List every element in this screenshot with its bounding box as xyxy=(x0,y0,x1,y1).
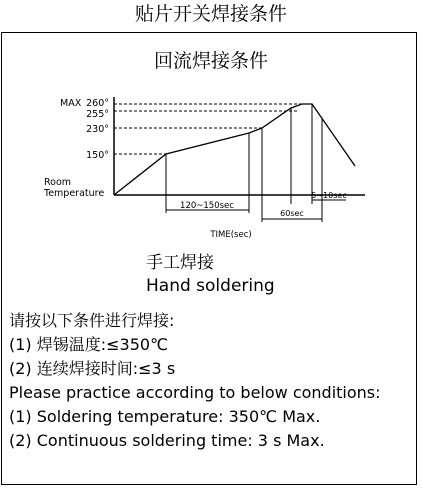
label-room: Room xyxy=(44,177,72,188)
label-preheat-duration: 120~150sec xyxy=(180,201,234,211)
label-above-duration: 60sec xyxy=(280,209,304,218)
reflow-profile-curve xyxy=(114,104,355,195)
hand-soldering-title-cn: 手工焊接 xyxy=(146,253,214,273)
condition-time-cn: (2) 连续焊接时间:≤3 s xyxy=(9,359,176,378)
conditions-block xyxy=(9,309,414,453)
hand-soldering-title-en: Hand soldering xyxy=(146,276,275,296)
page-title: 贴片开关焊接条件 xyxy=(134,3,287,25)
label-max: MAX xyxy=(60,98,82,109)
label-230: 230° xyxy=(86,124,109,135)
label-temperature: Temperature xyxy=(44,188,105,199)
x-axis-label: TIME(sec) xyxy=(210,230,252,240)
condition-time-en: (2) Continuous soldering time: 3 s Max. xyxy=(9,431,325,450)
label-260: 260° xyxy=(86,98,109,109)
label-255: 255° xyxy=(86,109,109,120)
label-150: 150° xyxy=(86,150,109,161)
conditions-intro-en: Please practice according to below conditions: xyxy=(9,383,381,402)
conditions-intro-cn: 请按以下条件进行焊接: xyxy=(9,311,175,330)
label-peak-duration: 5~10sec xyxy=(311,191,347,200)
condition-temp-cn: (1) 焊锡温度:≤350℃ xyxy=(9,335,169,354)
reflow-title: 回流焊接条件 xyxy=(153,50,268,72)
condition-temp-en: (1) Soldering temperature: 350℃ Max. xyxy=(9,407,321,426)
